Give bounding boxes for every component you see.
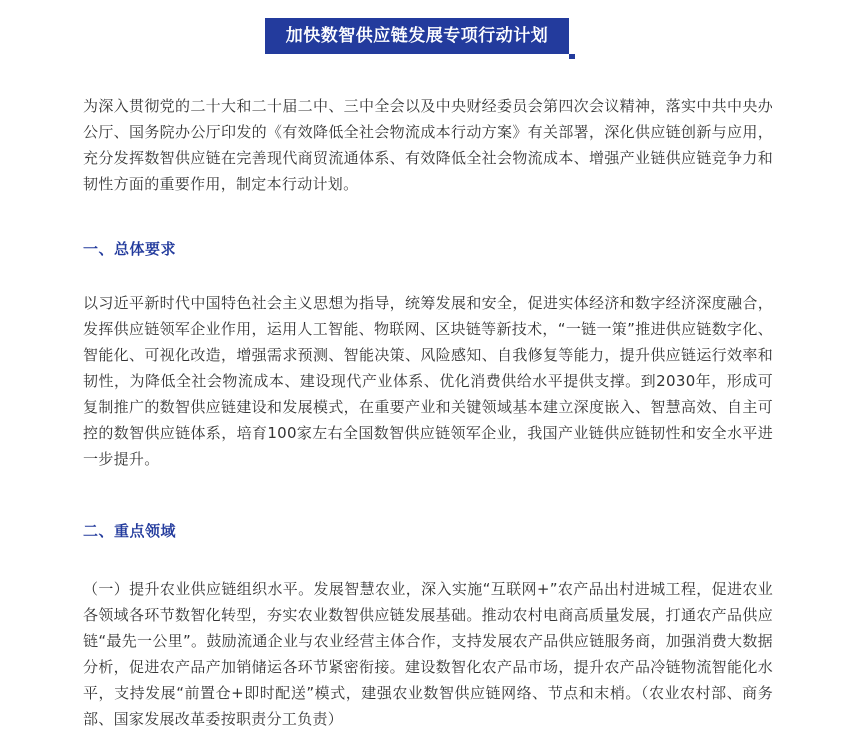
- title-banner: [265, 18, 577, 58]
- section-body-general-requirements: 以习近平新时代中国特色社会主义思想为指导，统筹发展和安全，促进实体经济和数字经济深度融合，发挥供应链领军企业作用，运用人工智能、物联网、区块链等新技术，“一链一策”推进供应链数字化、智能化、可视化改造，增强需求预测、智能决策、风险感知、自我修复等能力，提升供应链运行效率和韧性，为降低全社会物流成本、建设现代产业体系、优化消费供给水平提供支撑。到2030年，形成可复制推广的数智供应链建设和发展模式，在重要产业和关键领域基本建立深度嵌入、智慧高效、自主可控的数智供应链体系，培育100家左右全国数智供应链领军企业，我国产业链供应链韧性和安全水平进一步提升。: [83, 294, 773, 468]
- title-corner-accent: [569, 54, 575, 59]
- section-heading-general-requirements: 一、总体要求: [83, 240, 177, 258]
- intro-paragraph: 为深入贯彻党的二十大和二十届二中、三中全会以及中央财经委员会第四次会议精神，落实中共中央办公厅、国务院办公厅印发的《有效降低全社会物流成本行动方案》有关部署，深化供应链创新与应用，充分发挥数智供应链在完善现代商贸流通体系、有效降低全社会物流成本、增强产业链供应链竞争力和韧性方面的重要作用，制定本行动计划。: [83, 97, 773, 193]
- section-heading-key-areas: 二、重点领域: [83, 522, 177, 540]
- section-body-key-areas: （一）提升农业供应链组织水平。发展智慧农业，深入实施“互联网+”农产品出村进城工程，促进农业各领域各环节数智化转型，夯实农业数智供应链发展基础。推动农村电商高质量发展，打通农产品供应链“最先一公里”。鼓励流通企业与农业经营主体合作，支持发展农产品供应链服务商，加强消费大数据分析，促进农产品产加销储运各环节紧密衔接。建设数智化农产品市场，提升农产品冷链物流智能化水平，支持发展“前置仓+即时配送”模式，建强农业数智供应链网络、节点和末梢。（农业农村部、商务部、国家发展改革委按职责分工负责）: [83, 580, 773, 728]
- page-title: 加快数智供应链发展专项行动计划: [265, 18, 569, 54]
